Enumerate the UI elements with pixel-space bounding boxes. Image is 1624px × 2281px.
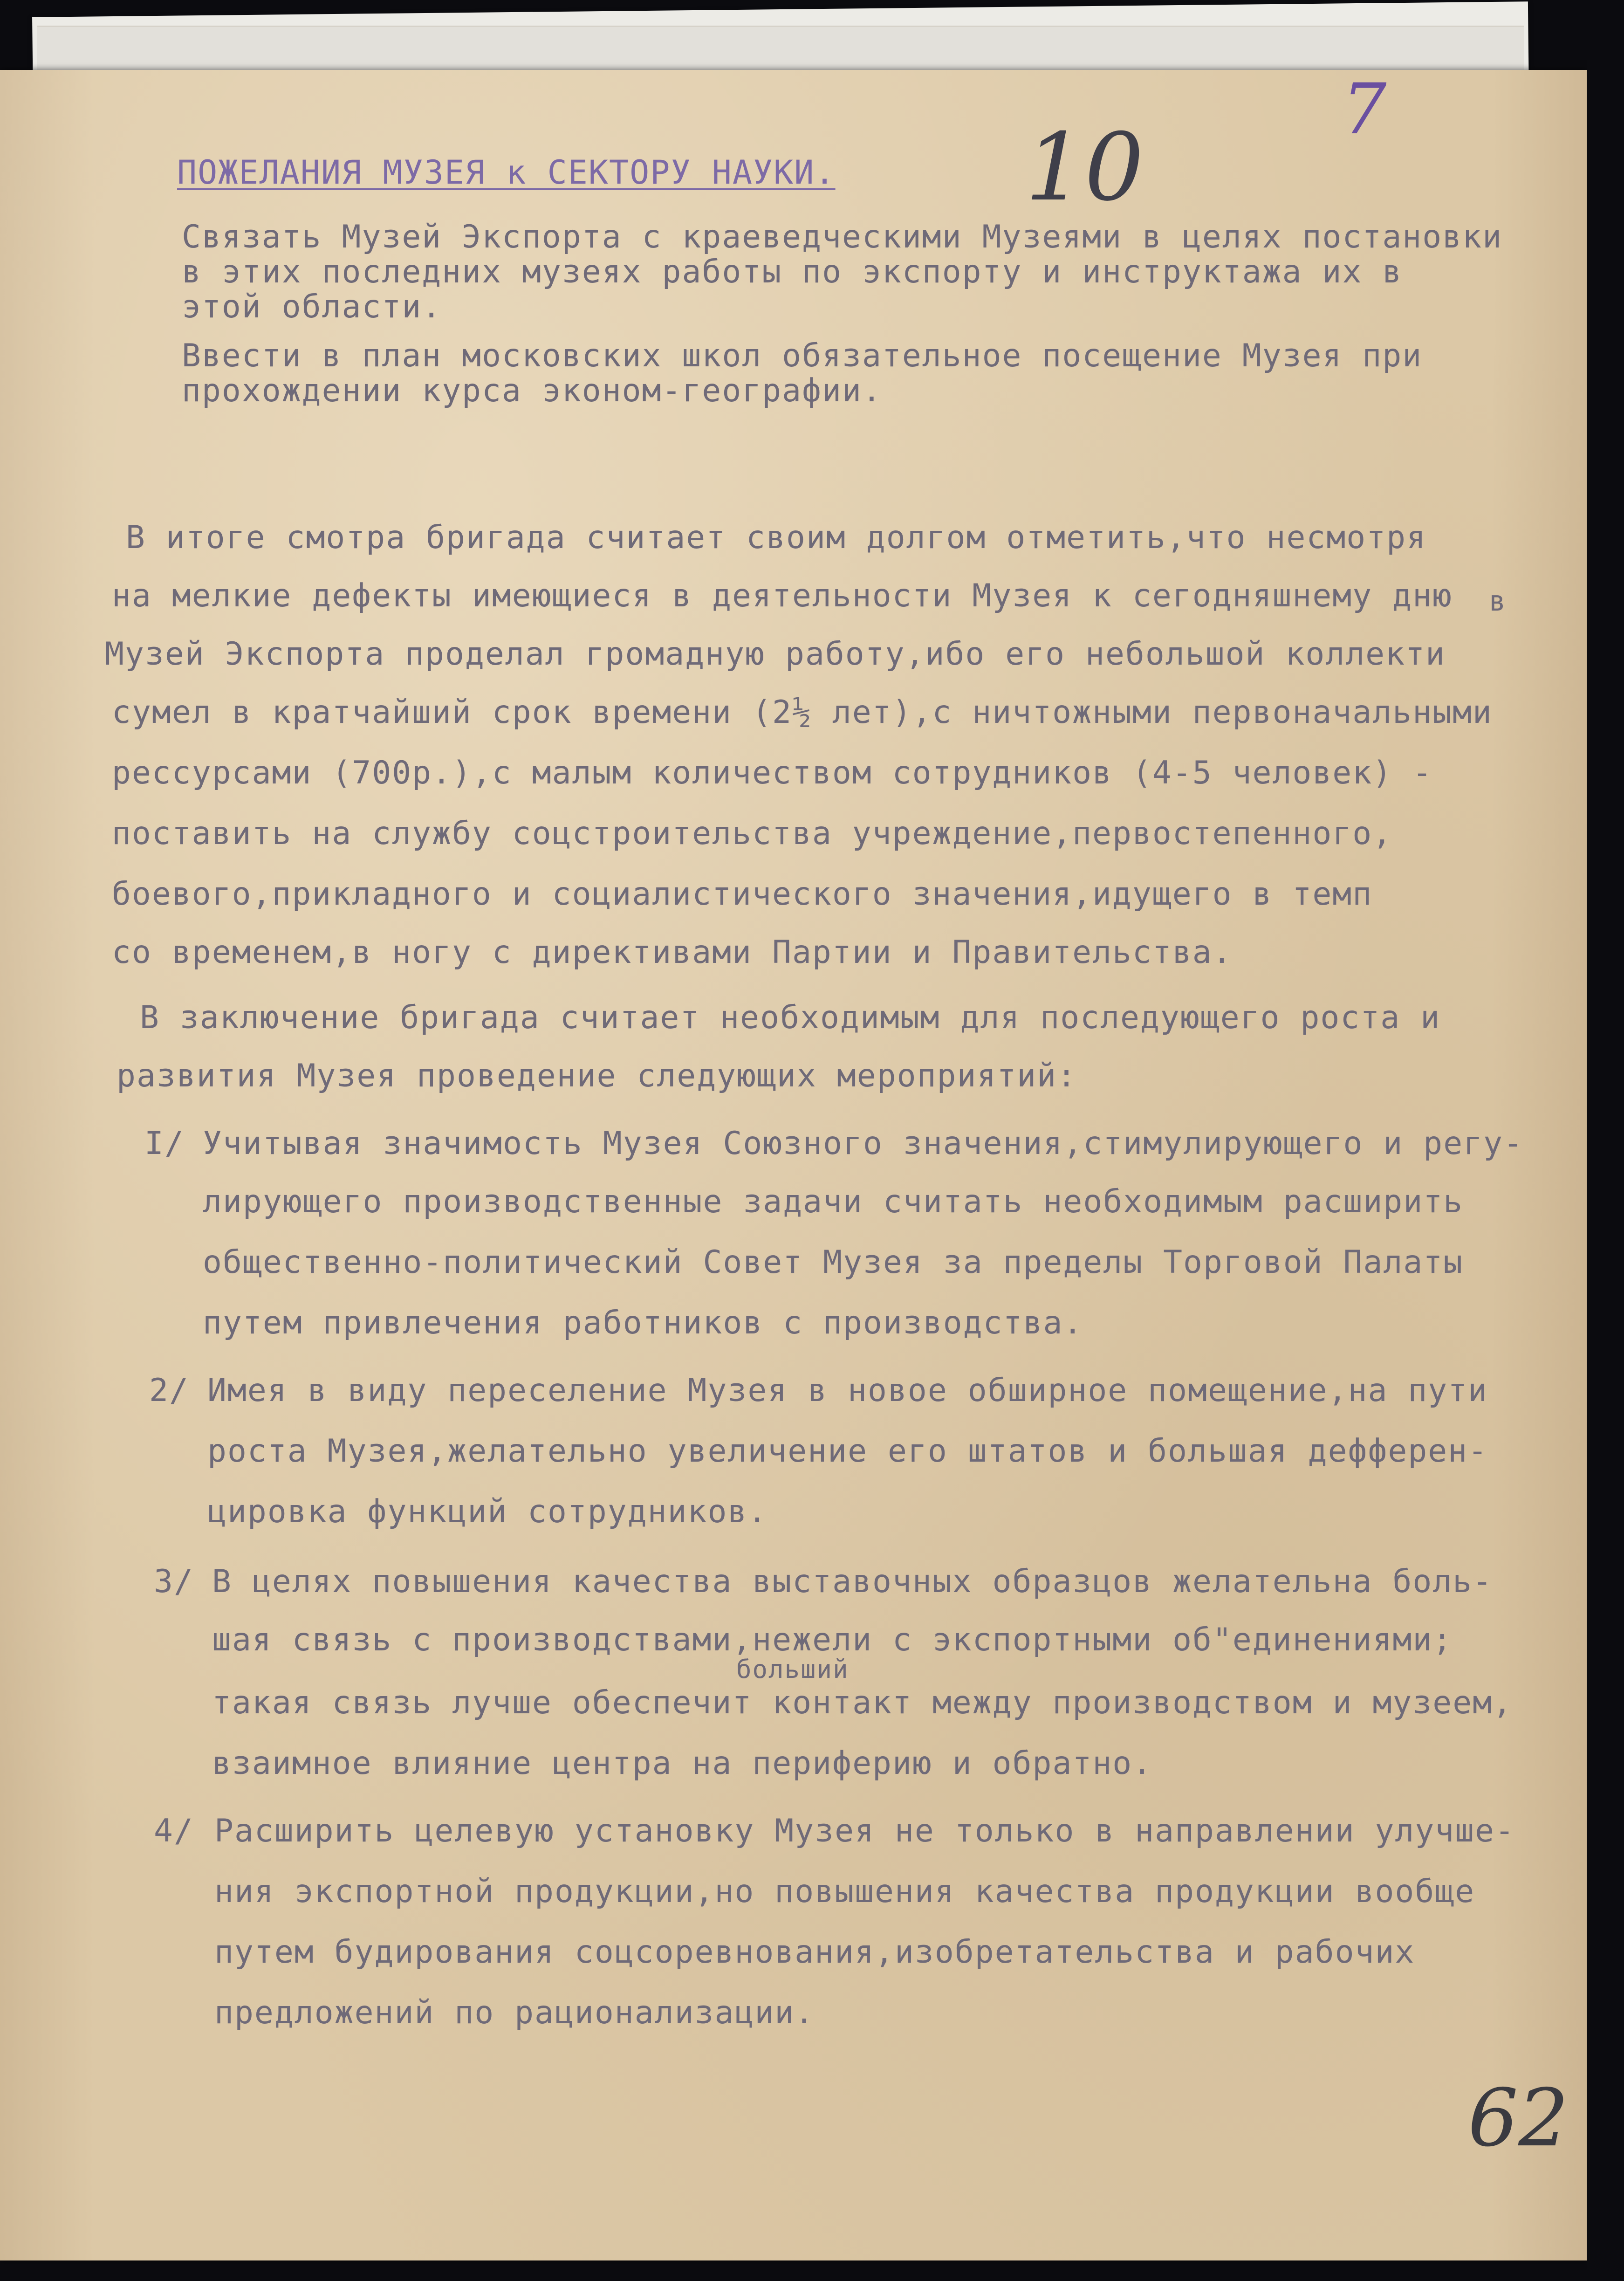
measure-3-insertion: больший (736, 1655, 849, 1684)
conclusion-line-3: Музей Экспорта проделал громадную работу,ибо его небольшой коллекти (105, 636, 1446, 673)
measure-1-line-3: общественно-политический Совет Музея за пределы Торговой Палаты (203, 1244, 1464, 1281)
folio-number-handwritten: 10 (1025, 113, 1144, 222)
measure-3-line-2: шая связь с производствами,нежели с экспортными об"единениями; (212, 1621, 1453, 1658)
measure-4-number: 4/ (154, 1813, 194, 1849)
wish-2-line-1: Ввести в план московских школ обязательное посещение Музея при (182, 337, 1423, 374)
conclusion-insertion: в (1489, 585, 1507, 618)
conclusion-line-5: рессурсами (700р.),с малым количеством сотрудников (4-5 человек) - (112, 755, 1433, 791)
conclusion-line-2: на мелкие дефекты имеющиеся в деятельности Музея к сегодняшнему дню (112, 577, 1453, 614)
conclusion-line-6: поставить на службу соцстроительства учреждение,первостепенного, (112, 815, 1393, 852)
conclusion-line-8: со временем,в ногу с директивами Партии и Правительства. (112, 934, 1233, 971)
sheet-number-handwritten: 62 (1468, 2072, 1569, 2164)
measure-1-line-2: лирующего производственные задачи считать необходимым расширить (203, 1183, 1464, 1220)
measure-4-line-3: путем будирования соцсоревнования,изобретательства и рабочих (214, 1934, 1415, 1971)
measure-1-line-1: Учитывая значимость Музея Союзного значения,стимулирующего и регу- (203, 1125, 1524, 1162)
measure-1-number: I/ (144, 1125, 185, 1162)
wish-1-line-3: этой области. (182, 289, 442, 325)
measures-intro-line-1: В заключение бригада считает необходимым для последующего роста и (140, 999, 1441, 1036)
wish-1-line-2: в этих последних музеях работы по экспорту и инструктажа их в (182, 254, 1403, 290)
measure-4-line-4: предложений по рационализации. (214, 1994, 815, 2031)
wish-2-line-2: прохождении курса эконом-географии. (182, 372, 882, 409)
measure-4-line-2: ния экспортной продукции,но повышения качества продукции вообще (214, 1873, 1475, 1910)
page-number-handwritten: 7 (1342, 69, 1387, 150)
measure-3-number: 3/ (154, 1563, 194, 1600)
conclusion-line-7: боевого,прикладного и социалистического значения,идущего в темп (112, 876, 1373, 913)
measure-2-line-1: Имея в виду переселение Музея в новое обширное помещение,на пути (207, 1372, 1488, 1409)
document-page (0, 70, 1587, 2260)
heading: ПОЖЕЛАНИЯ МУЗЕЯ к СЕКТОРУ НАУКИ. (177, 153, 836, 192)
conclusion-line-4: сумел в кратчайший срок времени (2½ лет),с ничтожными первоначальными (112, 694, 1493, 731)
measure-3-line-1: В целях повышения качества выставочных образцов желательна боль- (212, 1563, 1493, 1600)
measure-2-line-2: роста Музея,желательно увеличение его штатов и большая дефферен- (207, 1433, 1488, 1470)
scan-border (1587, 0, 1624, 2281)
measure-2-line-3: цировка функций сотрудников. (207, 1493, 768, 1530)
wish-1-line-1: Связать Музей Экспорта с краеведческими Музеями в целях постановки (182, 219, 1503, 255)
measure-3-line-3: такая связь лучше обеспечит контакт между производством и музеем, (212, 1684, 1513, 1721)
measures-intro-line-2: развития Музея проведение следующих мероприятий: (116, 1058, 1077, 1094)
measure-2-number: 2/ (149, 1372, 189, 1409)
conclusion-line-1: В итоге смотра бригада считает своим долгом отметить,что несмотря (126, 519, 1427, 556)
measure-1-line-4: путем привлечения работников с производства. (203, 1305, 1083, 1341)
measure-3-line-4: взаимное влияние центра на периферию и обратно. (212, 1745, 1153, 1782)
measure-4-line-1: Расширить целевую установку Музея не только в направлении улучше- (214, 1813, 1515, 1849)
